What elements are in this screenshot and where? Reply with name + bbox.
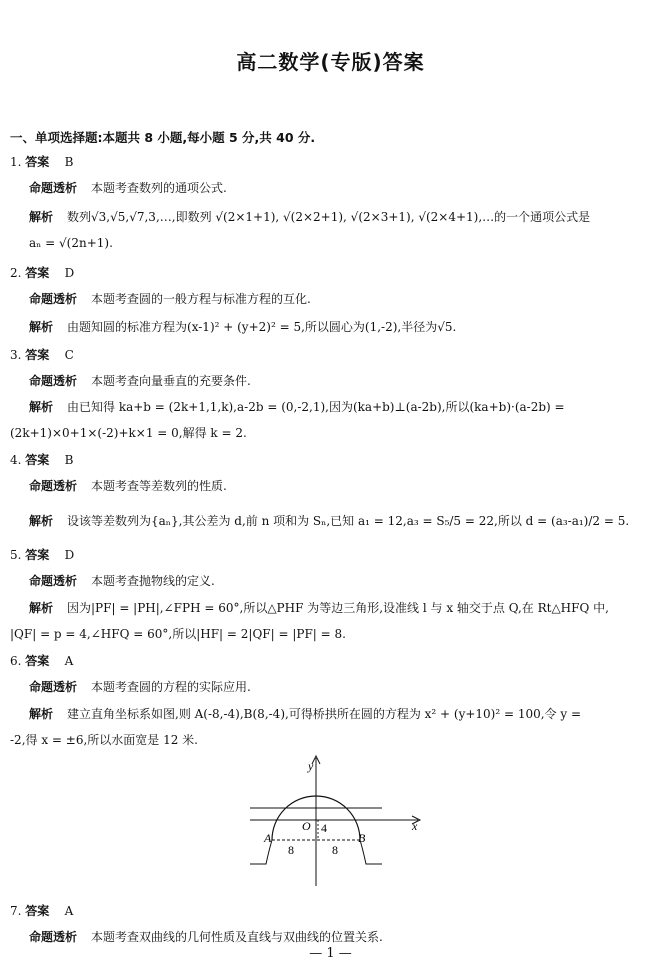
- answer-value: A: [64, 654, 74, 668]
- topic-text: 本题考查等差数列的性质.: [91, 479, 227, 493]
- section-heading: 一、单项选择题:本题共 8 小题,每小题 5 分,共 40 分.: [10, 130, 316, 145]
- topic-label: 命题透析: [29, 680, 78, 694]
- question-2-answer: [10, 264, 74, 281]
- question-number: 1.: [10, 155, 22, 169]
- analysis-label: 解析: [29, 210, 54, 224]
- x-axis-label: x: [412, 819, 418, 833]
- question-2-topic: [29, 290, 311, 307]
- analysis-text: 由已知得 ka+b = (2k+1,1,k),a-2b = (0,-2,1),因为(ka+b)⊥(a-2b),所以(ka+b)·(a-2b) =: [67, 400, 565, 414]
- answer-value: D: [64, 548, 75, 562]
- analysis-text: 建立直角坐标系如图,则 A(-8,-4),B(8,-4),可得桥拱所在圆的方程为 x² + (y+10)² = 100,令 y =: [67, 707, 582, 721]
- question-number: 3.: [10, 348, 22, 362]
- question-4-topic: [29, 477, 227, 494]
- question-4-answer: [10, 451, 73, 468]
- question-6-answer: [10, 652, 73, 669]
- question-number: 5.: [10, 548, 22, 562]
- topic-text: 本题考查数列的通项公式.: [91, 181, 227, 195]
- question-6-topic: [29, 678, 251, 695]
- topic-label: 命题透析: [29, 479, 78, 493]
- topic-label: 命题透析: [29, 574, 78, 588]
- analysis-label: 解析: [29, 707, 54, 721]
- question-5-analysis: [29, 599, 609, 616]
- answer-value: B: [64, 453, 74, 467]
- right-length-label: 8: [332, 843, 338, 857]
- question-3-analysis: [29, 398, 565, 415]
- topic-text: 本题考查抛物线的定义.: [91, 574, 215, 588]
- analysis-text: 由题知圆的标准方程为(x-1)² + (y+2)² = 5,所以圆心为(1,-2),半径为√5.: [67, 320, 457, 334]
- analysis-text: 设该等差数列为{aₙ},其公差为 d,前 n 项和为 Sₙ,已知 a₁ = 12,a₃ = S₅/5 = 22,所以 d = (a₃-a₁)/2 = 5.: [67, 514, 630, 528]
- question-5-topic: [29, 572, 215, 589]
- question-7-answer: [10, 902, 73, 919]
- answer-label: 答案: [25, 266, 50, 280]
- topic-label: 命题透析: [29, 930, 78, 944]
- left-length-label: 8: [288, 843, 294, 857]
- answer-label: 答案: [25, 548, 50, 562]
- topic-text: 本题考查双曲线的几何性质及直线与双曲线的位置关系.: [91, 930, 383, 944]
- topic-label: 命题透析: [29, 292, 78, 306]
- question-1-topic: [29, 179, 227, 196]
- question-5-answer: [10, 546, 74, 563]
- answer-label: 答案: [25, 155, 50, 169]
- question-6-analysis-cont: -2,得 x = ±6,所以水面宽是 12 米.: [10, 733, 198, 747]
- question-2-analysis: [29, 318, 456, 335]
- question-number: 6.: [10, 654, 22, 668]
- topic-text: 本题考查圆的方程的实际应用.: [91, 680, 251, 694]
- page-title: 高二数学(专版)答案: [236, 50, 425, 74]
- question-4-analysis: [29, 512, 629, 529]
- origin-label: O: [302, 819, 311, 833]
- answer-value: B: [64, 155, 74, 169]
- answer-label: 答案: [25, 348, 50, 362]
- question-7-topic: [29, 928, 383, 945]
- question-3-answer: [10, 346, 74, 363]
- question-1-analysis: [29, 208, 590, 225]
- question-5-analysis-cont: |QF| = p = 4,∠HFQ = 60°,所以|HF| = 2|QF| = |PF| = 8.: [10, 627, 346, 641]
- topic-text: 本题考查圆的一般方程与标准方程的互化.: [91, 292, 311, 306]
- analysis-text: 数列√3,√5,√7,3,…,即数列 √(2×1+1), √(2×2+1), √(2×3+1), √(2×4+1),…的一个通项公式是: [67, 210, 591, 224]
- analysis-label: 解析: [29, 320, 54, 334]
- page-number: — 1 —: [309, 946, 352, 961]
- bridge-arch-figure: [240, 752, 430, 892]
- question-1-analysis-cont: aₙ = √(2n+1).: [29, 236, 113, 250]
- height-label: 4: [321, 821, 327, 835]
- answer-value: A: [64, 904, 74, 918]
- analysis-label: 解析: [29, 601, 54, 615]
- analysis-text: 因为|PF| = |PH|,∠FPH = 60°,所以△PHF 为等边三角形,设准线 l 与 x 轴交于点 Q,在 Rt△HFQ 中,: [67, 601, 609, 615]
- answer-label: 答案: [25, 904, 50, 918]
- question-6-analysis: [29, 705, 581, 722]
- question-number: 7.: [10, 904, 22, 918]
- answer-value: C: [64, 348, 74, 362]
- answer-label: 答案: [25, 654, 50, 668]
- topic-text: 本题考查向量垂直的充要条件.: [91, 374, 251, 388]
- y-axis-label: y: [308, 759, 314, 773]
- analysis-label: 解析: [29, 514, 54, 528]
- question-3-topic: [29, 372, 251, 389]
- topic-label: 命题透析: [29, 181, 78, 195]
- topic-label: 命题透析: [29, 374, 78, 388]
- question-3-analysis-cont: (2k+1)×0+1×(-2)+k×1 = 0,解得 k = 2.: [10, 426, 247, 440]
- point-b-label: B: [358, 831, 366, 845]
- answer-label: 答案: [25, 453, 50, 467]
- question-number: 4.: [10, 453, 22, 467]
- question-1-answer: [10, 153, 73, 170]
- point-a-label: A: [264, 831, 272, 845]
- analysis-label: 解析: [29, 400, 54, 414]
- question-number: 2.: [10, 266, 22, 280]
- answer-value: D: [64, 266, 75, 280]
